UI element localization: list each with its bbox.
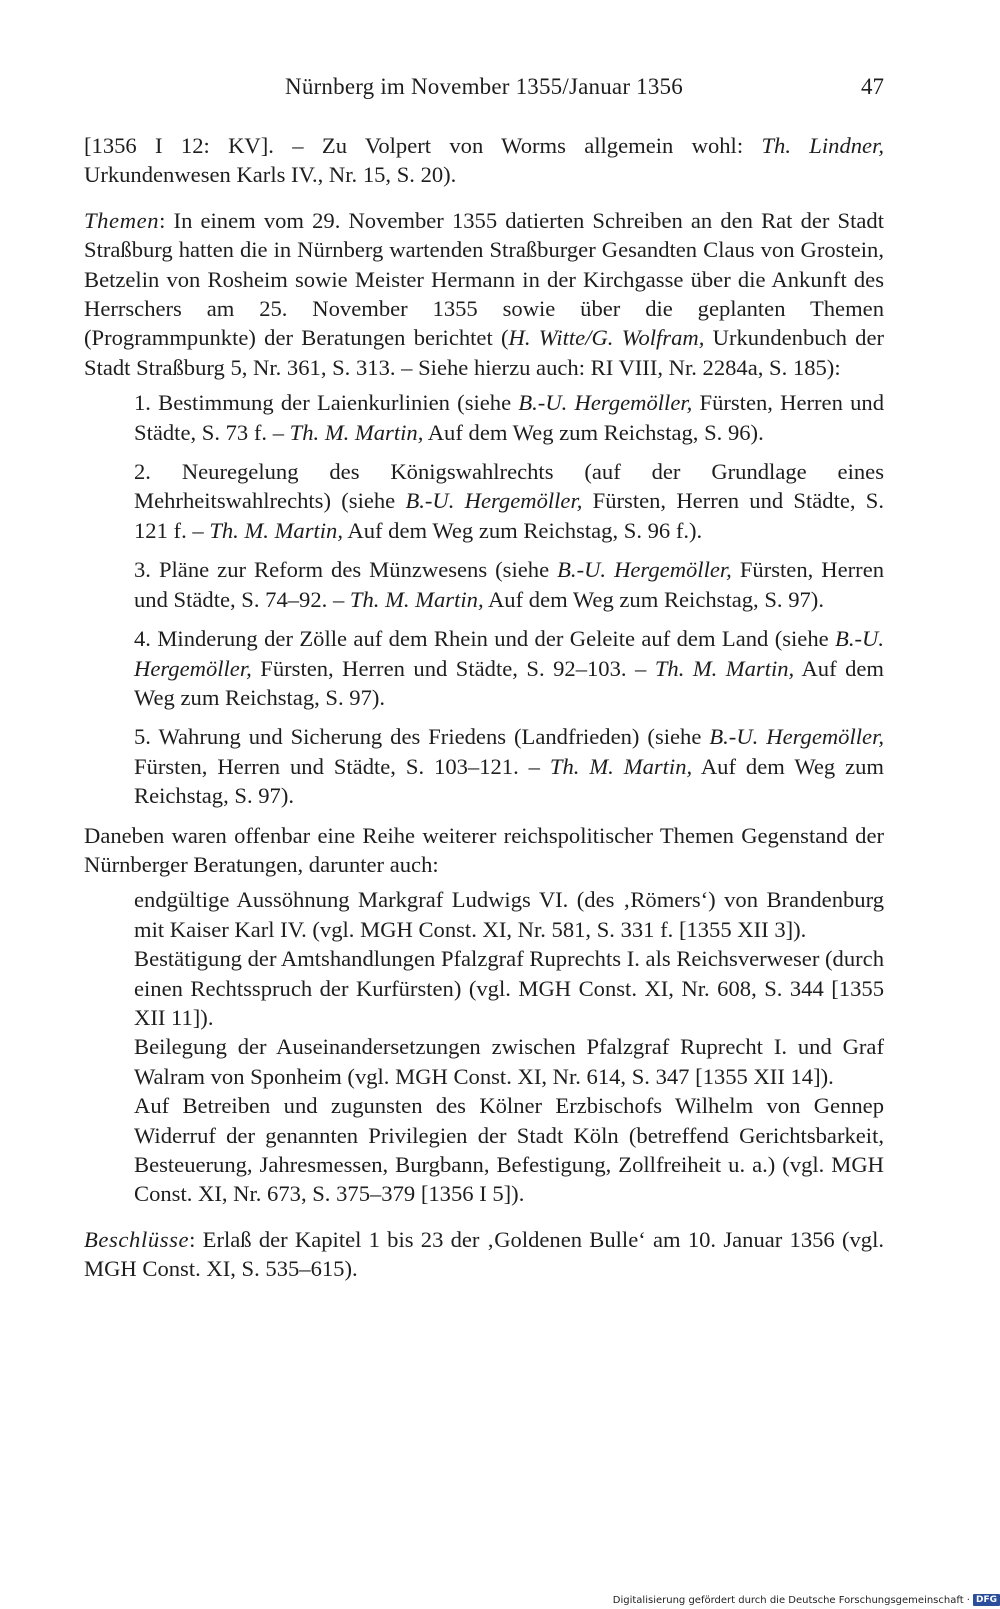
- list-item-5: 5. Wahrung und Sicherung des Friedens (Landfrieden) (siehe B.-U. Hergemöller, Fürsten, Herren und Städte, S. 103–121. – Th. M. Martin, Auf dem Weg zum Reichstag, S. 97).: [134, 724, 885, 809]
- sub-item-1: endgültige Aussöhnung Markgraf Ludwigs VI. (des ‚Römers‘) von Brandenburg mit Kaiser Karl IV. (vgl. MGH Const. XI, Nr. 581, S. 331 f. [1355 XII 3]).: [134, 887, 884, 942]
- list-item-4: 4. Minderung der Zölle auf dem Rhein und der Geleite auf dem Land (siehe B.-U. Hergemöller, Fürsten, Herren und Städte, S. 92–103. – Th. M. Martin, Auf dem Weg zum Reichstag, S. 97).: [134, 626, 884, 710]
- paragraph-continuation: [1356 I 12: KV]. – Zu Volpert von Worms allgemein wohl: Th. Lindner, Urkundenwesen Karls IV., Nr. 15, S. 20).: [84, 133, 884, 188]
- sub-item-3: Beilegung der Auseinandersetzungen zwischen Pfalzgraf Ruprecht I. und Graf Walram von Sponheim (vgl. MGH Const. XI, Nr. 614, S. 347 [1355 XII 14]).: [134, 1034, 884, 1089]
- list-item-3: 3. Pläne zur Reform des Münzwesens (siehe B.-U. Hergemöller, Fürsten, Herren und Städte, S. 74–92. – Th. M. Martin, Auf dem Weg zum Reichstag, S. 97).: [134, 557, 885, 612]
- page-header: [84, 74, 884, 108]
- list-item-1: 1. Bestimmung der Laienkurlinien (siehe B.-U. Hergemöller, Fürsten, Herren und Städte, S. 73 f. – Th. M. Martin, Auf dem Weg zum Reichstag, S. 96).: [134, 390, 884, 445]
- section-label-themen: Themen: [84, 207, 160, 233]
- credit-text: Digitalisierung gefördert durch die Deutsche Forschungsgemeinschaft ·: [612, 1594, 970, 1606]
- list-item-2: 2. Neuregelung des Königswahlrechts (auf der Grundlage eines Mehrheitswahlrechts) (siehe B.-U. Hergemöller, Fürsten, Herren und Städte, S. 121 f. – Th. M. Martin, Auf dem Weg zum Reichstag, S. 96 f.).: [134, 459, 885, 543]
- paragraph-beschluesse: Beschlüsse: Erlaß der Kapitel 1 bis 23 der ‚Goldenen Bulle‘ am 10. Januar 1356 (vgl. MGH Const. XI, S. 535–615).: [84, 1226, 884, 1282]
- section-label-beschluesse: Beschlüsse: [84, 1226, 190, 1252]
- sub-item-4: Auf Betreiben und zugunsten des Kölner Erzbischofs Wilhelm von Gennep Widerruf der genannten Privilegien der Stadt Köln (betreffend Gerichtsbarkeit, Besteuerung, Jahresmessen, Burgbann, Befestigung, Zollfreiheit u. a.) (vgl. MGH Const. XI, Nr. 673, S. 375–379 [1356 I 5]).: [134, 1093, 884, 1207]
- dfg-logo: DFG: [973, 1594, 1000, 1606]
- footer-credit: [613, 1594, 1000, 1606]
- paragraph-daneben: Daneben waren offenbar eine Reihe weiterer reichspolitischer Themen Gegenstand der Nürnberger Beratungen, darunter auch:: [84, 822, 884, 877]
- body-text: [84, 131, 884, 1284]
- paragraph-themen: Themen: In einem vom 29. November 1355 datierten Schreiben an den Rat der Stadt Straßburg hatten die in Nürnberg wartenden Straßburger Gesandten Claus von Grostein, Betzelin von Rosheim sowie Meister Hermann in der Kirchgasse über die Ankunft des Herrschers am 25. November 1355 sowie über die geplanten Themen (Programmpunkte) der Beratungen berichtet (H. Witte/G. Wolfram, Urkundenbuch der Stadt Straßburg 5, Nr. 361, S. 313. – Siehe hierzu auch: RI VIII, Nr. 2284a, S. 185):: [84, 207, 885, 380]
- page-number: 47: [861, 74, 884, 99]
- sub-item-2: Bestätigung der Amtshandlungen Pfalzgraf Ruprechts I. als Reichsverweser (durch einen Rechtsspruch der Kurfürsten) (vgl. MGH Const. XI, Nr. 608, S. 344 [1355 XII 11]).: [134, 946, 884, 1030]
- running-title: Nürnberg im November 1355/Januar 1356: [285, 74, 683, 99]
